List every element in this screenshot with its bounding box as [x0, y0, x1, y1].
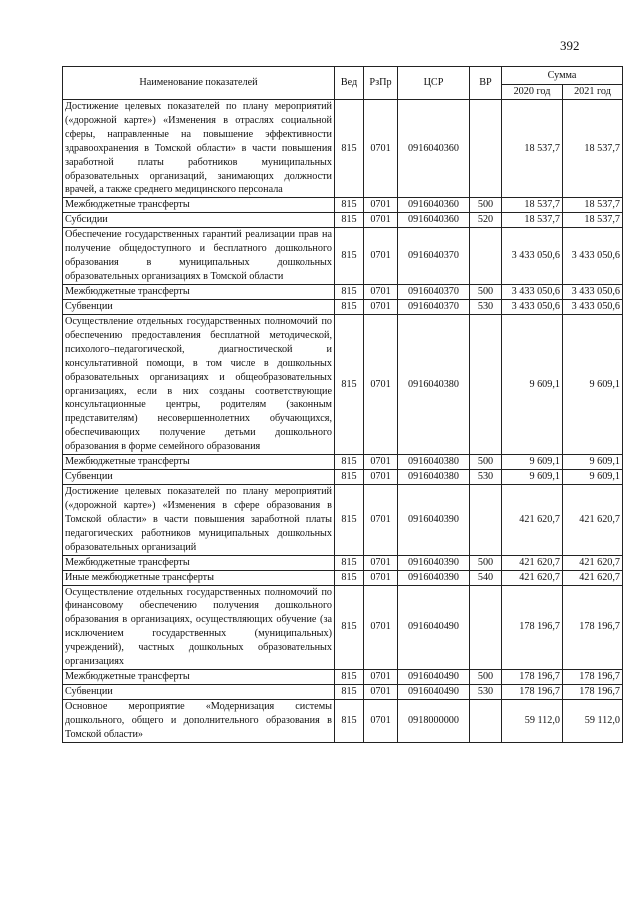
cell-csr: 0916040490 [398, 685, 470, 700]
cell-ved: 815 [335, 485, 364, 556]
cell-2020: 59 112,0 [502, 700, 563, 743]
cell-ved: 815 [335, 670, 364, 685]
table-row [63, 100, 623, 198]
cell-2021: 178 196,7 [563, 585, 623, 669]
cell-ved: 815 [335, 555, 364, 570]
cell-name: Межбюджетные трансферты [63, 198, 335, 213]
cell-vr: 500 [470, 198, 502, 213]
cell-name: Межбюджетные трансферты [63, 555, 335, 570]
cell-ved: 815 [335, 314, 364, 454]
cell-rzpr: 0701 [364, 314, 398, 454]
table-row [63, 198, 623, 213]
cell-csr: 0916040380 [398, 314, 470, 454]
cell-csr: 0916040380 [398, 455, 470, 470]
cell-ved: 815 [335, 570, 364, 585]
cell-name: Осуществление отдельных государственных полномочий по финансовому обеспечению получения дошкольного образования в организациях, осуществляющих обучение (за исключением государственных (муниципальных) учреждений), частных дошкольных образовательных организациях [63, 585, 335, 669]
cell-rzpr: 0701 [364, 470, 398, 485]
cell-ved: 815 [335, 213, 364, 228]
cell-csr: 0916040370 [398, 228, 470, 285]
cell-ved: 815 [335, 198, 364, 213]
cell-rzpr: 0701 [364, 284, 398, 299]
cell-2021: 3 433 050,6 [563, 299, 623, 314]
cell-rzpr: 0701 [364, 485, 398, 556]
cell-2020: 3 433 050,6 [502, 299, 563, 314]
cell-2021: 3 433 050,6 [563, 284, 623, 299]
cell-ved: 815 [335, 299, 364, 314]
cell-name: Достижение целевых показателей по плану мероприятий («дорожной карте») «Изменения в отраслях социальной сферы, направленные на повышение эффективности здравоохранения в Томской области» в части повышения заработной платы работников муниципальных образовательных организаций, занимающих должности врачей, а также среднего медицинского персонала [63, 100, 335, 198]
table-row [63, 314, 623, 454]
cell-2021: 18 537,7 [563, 213, 623, 228]
cell-2020: 178 196,7 [502, 585, 563, 669]
table-row [63, 213, 623, 228]
cell-rzpr: 0701 [364, 670, 398, 685]
cell-2020: 421 620,7 [502, 570, 563, 585]
cell-2020: 178 196,7 [502, 670, 563, 685]
cell-vr [470, 228, 502, 285]
cell-2020: 178 196,7 [502, 685, 563, 700]
table-row [63, 284, 623, 299]
cell-2020: 3 433 050,6 [502, 228, 563, 285]
cell-vr: 500 [470, 455, 502, 470]
table-row [63, 700, 623, 743]
cell-name: Обеспечение государственных гарантий реализации прав на получение общедоступного и бесплатного дошкольного образования в муниципальных дошкольных образовательных организациях в Томской области [63, 228, 335, 285]
cell-vr: 530 [470, 470, 502, 485]
cell-csr: 0916040360 [398, 100, 470, 198]
table-row [63, 485, 623, 556]
cell-2021: 421 620,7 [563, 485, 623, 556]
cell-csr: 0918000000 [398, 700, 470, 743]
table-row [63, 570, 623, 585]
cell-ved: 815 [335, 470, 364, 485]
cell-2020: 18 537,7 [502, 198, 563, 213]
cell-2021: 421 620,7 [563, 570, 623, 585]
cell-rzpr: 0701 [364, 455, 398, 470]
cell-2021: 9 609,1 [563, 470, 623, 485]
cell-2021: 3 433 050,6 [563, 228, 623, 285]
page-number: 392 [560, 38, 580, 53]
table-row [63, 670, 623, 685]
cell-2020: 9 609,1 [502, 470, 563, 485]
cell-rzpr: 0701 [364, 685, 398, 700]
cell-2021: 178 196,7 [563, 670, 623, 685]
header-sum: Сумма [502, 67, 623, 85]
cell-name: Иные межбюджетные трансферты [63, 570, 335, 585]
cell-csr: 0916040380 [398, 470, 470, 485]
cell-rzpr: 0701 [364, 213, 398, 228]
header-year-2021: 2021 год [563, 85, 623, 100]
cell-2020: 421 620,7 [502, 555, 563, 570]
cell-rzpr: 0701 [364, 198, 398, 213]
cell-ved: 815 [335, 700, 364, 743]
cell-2021: 9 609,1 [563, 455, 623, 470]
cell-name: Межбюджетные трансферты [63, 455, 335, 470]
cell-name: Достижение целевых показателей по плану мероприятий («дорожной карте») «Изменения в сфере образования в Томской области» в части повышения заработной платы педагогических работников муниципальных дошкольных образовательных организаций [63, 485, 335, 556]
cell-vr: 540 [470, 570, 502, 585]
table-header [63, 67, 623, 100]
cell-name: Осуществление отдельных государственных полномочий по обеспечению предоставления бесплатной методической, психолого–педагогической, диагностической и консультативной помощи, в том числе в дошкольных образовательных организациях и общеобразовательных организациях, если в них созданы соответствующие консультационные центры, родителям (законным представителям) несовершеннолетних обучающихся, обеспечивающих получение детьми дошкольного образования в форме семейного образования [63, 314, 335, 454]
cell-ved: 815 [335, 685, 364, 700]
cell-csr: 0916040390 [398, 555, 470, 570]
cell-2020: 9 609,1 [502, 455, 563, 470]
cell-ved: 815 [335, 100, 364, 198]
cell-rzpr: 0701 [364, 555, 398, 570]
cell-rzpr: 0701 [364, 700, 398, 743]
header-year-2020: 2020 год [502, 85, 563, 100]
cell-rzpr: 0701 [364, 585, 398, 669]
cell-2021: 18 537,7 [563, 100, 623, 198]
cell-2021: 9 609,1 [563, 314, 623, 454]
cell-vr: 500 [470, 555, 502, 570]
cell-2020: 421 620,7 [502, 485, 563, 556]
cell-2021: 18 537,7 [563, 198, 623, 213]
cell-2021: 178 196,7 [563, 685, 623, 700]
cell-vr: 530 [470, 299, 502, 314]
cell-vr: 520 [470, 213, 502, 228]
cell-vr [470, 485, 502, 556]
cell-rzpr: 0701 [364, 228, 398, 285]
cell-2020: 9 609,1 [502, 314, 563, 454]
cell-name: Межбюджетные трансферты [63, 284, 335, 299]
table-row [63, 555, 623, 570]
cell-name: Субвенции [63, 299, 335, 314]
cell-ved: 815 [335, 455, 364, 470]
cell-name: Межбюджетные трансферты [63, 670, 335, 685]
cell-csr: 0916040490 [398, 585, 470, 669]
cell-csr: 0916040390 [398, 485, 470, 556]
cell-csr: 0916040490 [398, 670, 470, 685]
cell-vr [470, 314, 502, 454]
cell-csr: 0916040370 [398, 299, 470, 314]
table-row [63, 685, 623, 700]
table-body [63, 100, 623, 743]
cell-2020: 18 537,7 [502, 213, 563, 228]
cell-csr: 0916040360 [398, 213, 470, 228]
header-ved: Вед [335, 67, 364, 100]
cell-rzpr: 0701 [364, 570, 398, 585]
cell-vr [470, 100, 502, 198]
cell-name: Субвенции [63, 685, 335, 700]
cell-csr: 0916040360 [398, 198, 470, 213]
cell-rzpr: 0701 [364, 100, 398, 198]
table-row [63, 585, 623, 669]
cell-ved: 815 [335, 228, 364, 285]
budget-table [62, 66, 623, 743]
cell-2020: 18 537,7 [502, 100, 563, 198]
table-row [63, 455, 623, 470]
table-row [63, 299, 623, 314]
cell-name: Основное мероприятие «Модернизация системы дошкольного, общего и дополнительного образования в Томской области» [63, 700, 335, 743]
header-csr: ЦСР [398, 67, 470, 100]
table-row [63, 228, 623, 285]
cell-csr: 0916040370 [398, 284, 470, 299]
cell-vr [470, 700, 502, 743]
cell-name: Субвенции [63, 470, 335, 485]
cell-vr: 500 [470, 284, 502, 299]
cell-2021: 421 620,7 [563, 555, 623, 570]
cell-name: Субсидии [63, 213, 335, 228]
cell-ved: 815 [335, 284, 364, 299]
table-row [63, 470, 623, 485]
cell-csr: 0916040390 [398, 570, 470, 585]
header-vr: ВР [470, 67, 502, 100]
cell-2020: 3 433 050,6 [502, 284, 563, 299]
header-rzpr: РзПр [364, 67, 398, 100]
cell-vr: 500 [470, 670, 502, 685]
cell-ved: 815 [335, 585, 364, 669]
cell-2021: 59 112,0 [563, 700, 623, 743]
cell-vr [470, 585, 502, 669]
cell-rzpr: 0701 [364, 299, 398, 314]
header-name: Наименование показателей [63, 67, 335, 100]
cell-vr: 530 [470, 685, 502, 700]
